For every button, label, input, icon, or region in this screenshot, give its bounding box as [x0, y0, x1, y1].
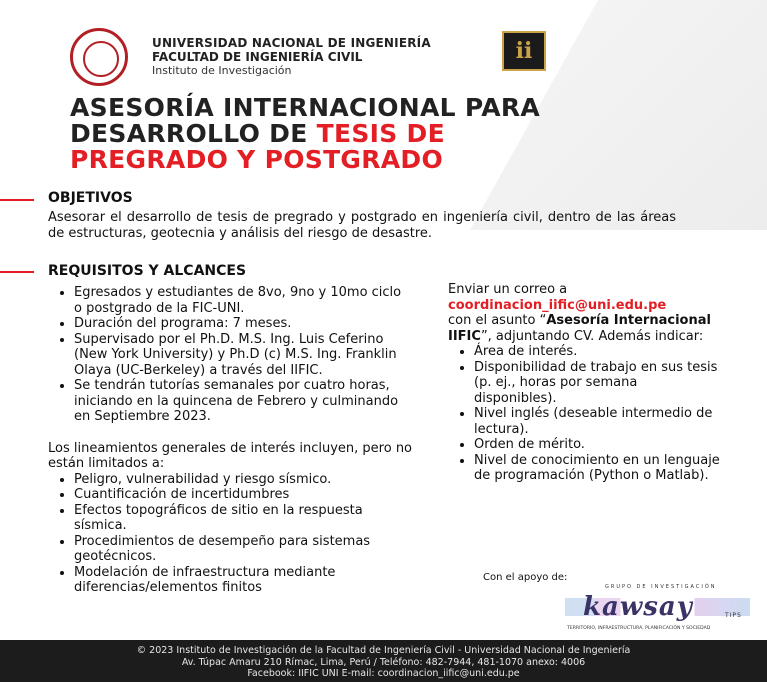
kawsay-caption: GRUPO DE INVESTIGACIÓN: [605, 584, 717, 590]
kawsay-tagline: TERRITORIO, INFRAESTRUCTURA, PLANIFICACIÓN Y SOCIEDAD: [567, 626, 711, 631]
institution-block: [152, 36, 431, 78]
subject-text: Asesoría Internacional IIFIC: [448, 313, 711, 344]
list-item: • Se tendrán tutorías semanales por cuatro horas, iniciando en la quincena de Febrero y culminando en Septiembre 2023.: [74, 378, 413, 425]
kawsay-wordmark: kawsay: [583, 592, 693, 622]
kawsay-tips: TIPS: [725, 612, 742, 619]
list-item: • Nivel de conocimiento en un lenguaje de programación (Python o Matlab).: [474, 453, 723, 484]
support-label: Con el apoyo de:: [483, 572, 568, 583]
contacto-column: [448, 282, 723, 484]
faculty-name: FACULTAD DE INGENIERÍA CIVIL: [152, 50, 363, 64]
kawsay-logo: [565, 584, 755, 640]
title-line-3: PREGRADO Y POSTGRADO: [70, 145, 444, 174]
institute-name: Instituto de Investigación: [152, 64, 292, 77]
footer-line-3: Facebook: IIFIC UNI E-mail: coordinacion_iific@uni.edu.pe: [247, 668, 520, 679]
subject-prefix: con el asunto “: [448, 313, 547, 328]
header: [70, 28, 431, 86]
university-seal-icon: [70, 28, 128, 86]
requisitos-heading: REQUISITOS Y ALCANCES: [48, 263, 247, 279]
lineamientos-intro: Los lineamientos generales de interés incluyen, pero no están limitados a:: [48, 440, 413, 471]
footer: [0, 640, 767, 682]
contacto-list: [448, 344, 723, 484]
objetivos-heading: OBJETIVOS: [48, 190, 133, 206]
title-line-2: [70, 121, 540, 147]
objetivos-text: Asesorar el desarrollo de tesis de pregrado y postgrado en ingeniería civil, dentro de las áreas de estructuras, geotecnia y análisis del riesgo de desastre.: [48, 210, 676, 241]
contact-email-link[interactable]: coordinacion_iific@uni.edu.pe: [448, 297, 667, 313]
list-item: • Cuantificación de incertidumbres: [74, 487, 413, 503]
footer-line-2: Av. Túpac Amaru 210 Rímac, Lima, Perú / Teléfono: 482-7944, 481-1070 anexo: 4006: [181, 656, 586, 668]
list-item: • Modelación de infraestructura mediante diferencias/elementos finitos: [74, 565, 413, 596]
footer-line-1: © 2023 Instituto de Investigación de la Facultad de Ingeniería Civil - Universidad Nacional de Ingeniería: [136, 645, 631, 656]
list-item: • Supervisado por el Ph.D. M.S. Ing. Luis Ceferino (New York University) y Ph.D (c) M.S. Ing. Franklin Olaya (UC-Berkeley) a través del IIFIC.: [74, 332, 413, 379]
list-item: • Efectos topográficos de sitio en la respuesta sísmica.: [74, 503, 413, 534]
section-rule: [0, 271, 34, 273]
list-item: • Egresados y estudiantes de 8vo, 9no y 10mo ciclo o postgrado de la FIC-UNI.: [74, 285, 413, 316]
title-line-2-prefix: DESARROLLO DE: [70, 119, 317, 148]
lineamientos-list: [48, 472, 413, 596]
list-item: • Disponibilidad de trabajo en sus tesis (p. ej., horas por semana disponibles).: [474, 360, 723, 407]
list-item: • Duración del programa: 7 meses.: [74, 316, 413, 332]
requisitos-column: [48, 285, 413, 596]
list-item: • Área de interés.: [474, 344, 723, 360]
contacto-intro: Enviar un correo a: [448, 282, 568, 297]
university-name: UNIVERSIDAD NACIONAL DE INGENIERÍA: [152, 36, 431, 50]
page-title: [70, 95, 540, 173]
list-item: • Nivel inglés (deseable intermedio de lectura).: [474, 406, 723, 437]
iific-logo: ii: [502, 31, 546, 71]
contacto-subject: [448, 313, 723, 344]
section-rule: [0, 199, 34, 201]
subject-suffix: ”, adjuntando CV. Además indicar:: [480, 328, 704, 344]
title-line-1: ASESORÍA INTERNACIONAL PARA: [70, 93, 541, 122]
requisitos-list: [48, 285, 413, 425]
list-item: • Peligro, vulnerabilidad y riesgo sísmico.: [74, 472, 413, 488]
title-line-2-highlight: TESIS DE: [316, 119, 445, 148]
list-item: • Orden de mérito.: [474, 437, 723, 453]
list-item: • Procedimientos de desempeño para sistemas geotécnicos.: [74, 534, 413, 565]
